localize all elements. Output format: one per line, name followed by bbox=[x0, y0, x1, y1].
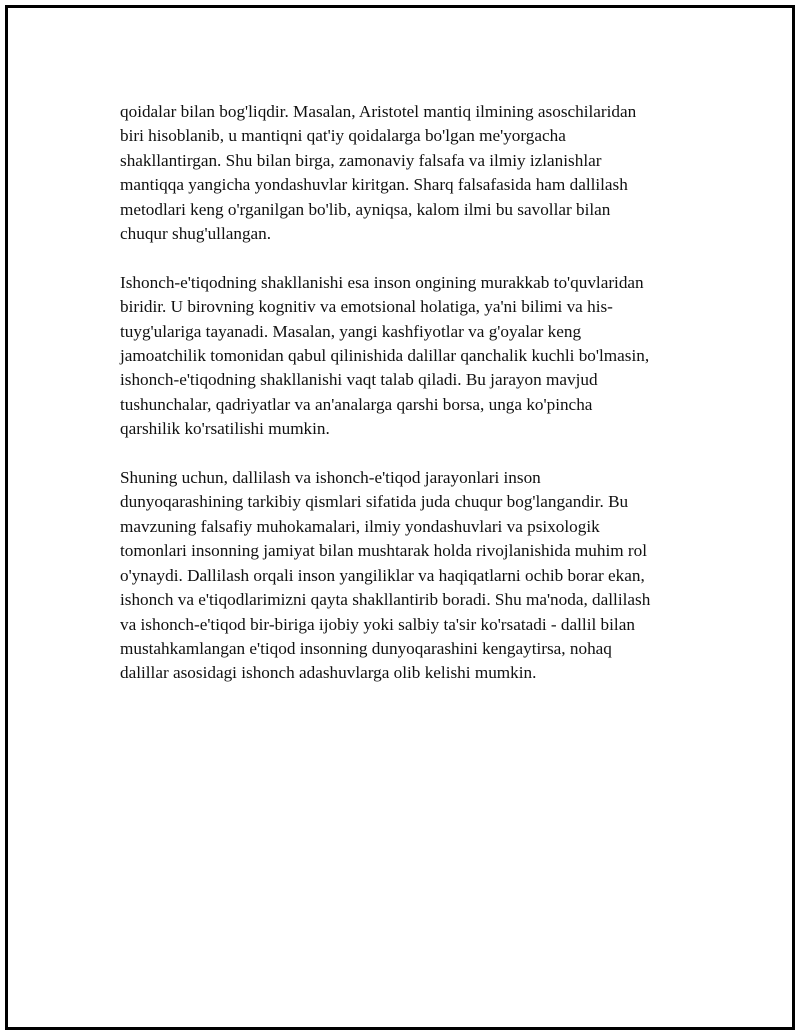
text-line: Ishonch-e'tiqodning shakllanishi esa inson ongining murakkab to'quvlaridan bbox=[120, 272, 644, 292]
text-line: jamoatchilik tomonidan qabul qilinishida dalillar qanchalik kuchli bo'lmasin, bbox=[120, 346, 650, 366]
text-line: ishonch va e'tiqodlarimizni qayta shakllantirib boradi. Shu ma'noda, dallilash bbox=[120, 590, 651, 610]
paragraph-1 bbox=[120, 100, 700, 246]
text-line: tushunchalar, qadriyatlar va an'analarga qarshi borsa, unga ko'pincha bbox=[120, 394, 593, 414]
paragraph-2 bbox=[120, 271, 700, 442]
text-line: ishonch-e'tiqodning shakllanishi vaqt talab qiladi. Bu jarayon mavjud bbox=[120, 370, 598, 390]
text-line: va ishonch-e'tiqod bir-biriga ijobiy yoki salbiy ta'sir ko'rsatadi - dallil bilan bbox=[120, 614, 635, 634]
text-line: mustahkamlangan e'tiqod insonning dunyoqarashini kengaytirsa, nohaq bbox=[120, 638, 612, 658]
text-line: tomonlari insonning jamiyat bilan mushtarak holda rivojlanishida muhim rol bbox=[120, 541, 648, 561]
text-line: tuyg'ulariga tayanadi. Masalan, yangi kashfiyotlar va g'oyalar keng bbox=[120, 321, 582, 341]
paragraph-3 bbox=[120, 466, 700, 686]
text-line: biridir. U birovning kognitiv va emotsional holatiga, ya'ni bilimi va his- bbox=[120, 297, 613, 317]
document-page bbox=[5, 5, 795, 1030]
text-line: mantiqqa yangicha yondashuvlar kiritgan. Sharq falsafasida ham dallilash bbox=[120, 175, 628, 195]
text-line: biri hisoblanib, u mantiqni qat'iy qoidalarga bo'lgan me'yorgacha bbox=[120, 126, 566, 146]
text-line: qoidalar bilan bog'liqdir. Masalan, Aristotel mantiq ilmining asoschilaridan bbox=[120, 102, 637, 121]
text-line: mavzuning falsafiy muhokamalari, ilmiy yondashuvlari va psixologik bbox=[120, 516, 600, 536]
text-line: shakllantirgan. Shu bilan birga, zamonaviy falsafa va ilmiy izlanishlar bbox=[120, 150, 602, 170]
text-line: Shuning uchun, dallilash va ishonch-e'tiqod jarayonlari inson bbox=[120, 468, 541, 488]
document-body bbox=[120, 100, 700, 710]
text-line: chuqur shug'ullangan. bbox=[120, 224, 272, 244]
text-line: qarshilik ko'rsatilishi mumkin. bbox=[120, 419, 330, 439]
text-line: o'ynaydi. Dallilash orqali inson yangiliklar va haqiqatlarni ochib borar ekan, bbox=[120, 565, 645, 585]
text-line: metodlari keng o'rganilgan bo'lib, ayniqsa, kalom ilmi bu savollar bilan bbox=[120, 199, 611, 219]
text-line: dunyoqarashining tarkibiy qismlari sifatida juda chuqur bog'langandir. Bu bbox=[120, 492, 629, 512]
text-line: dalillar asosidagi ishonch adashuvlarga olib kelishi mumkin. bbox=[120, 663, 537, 683]
